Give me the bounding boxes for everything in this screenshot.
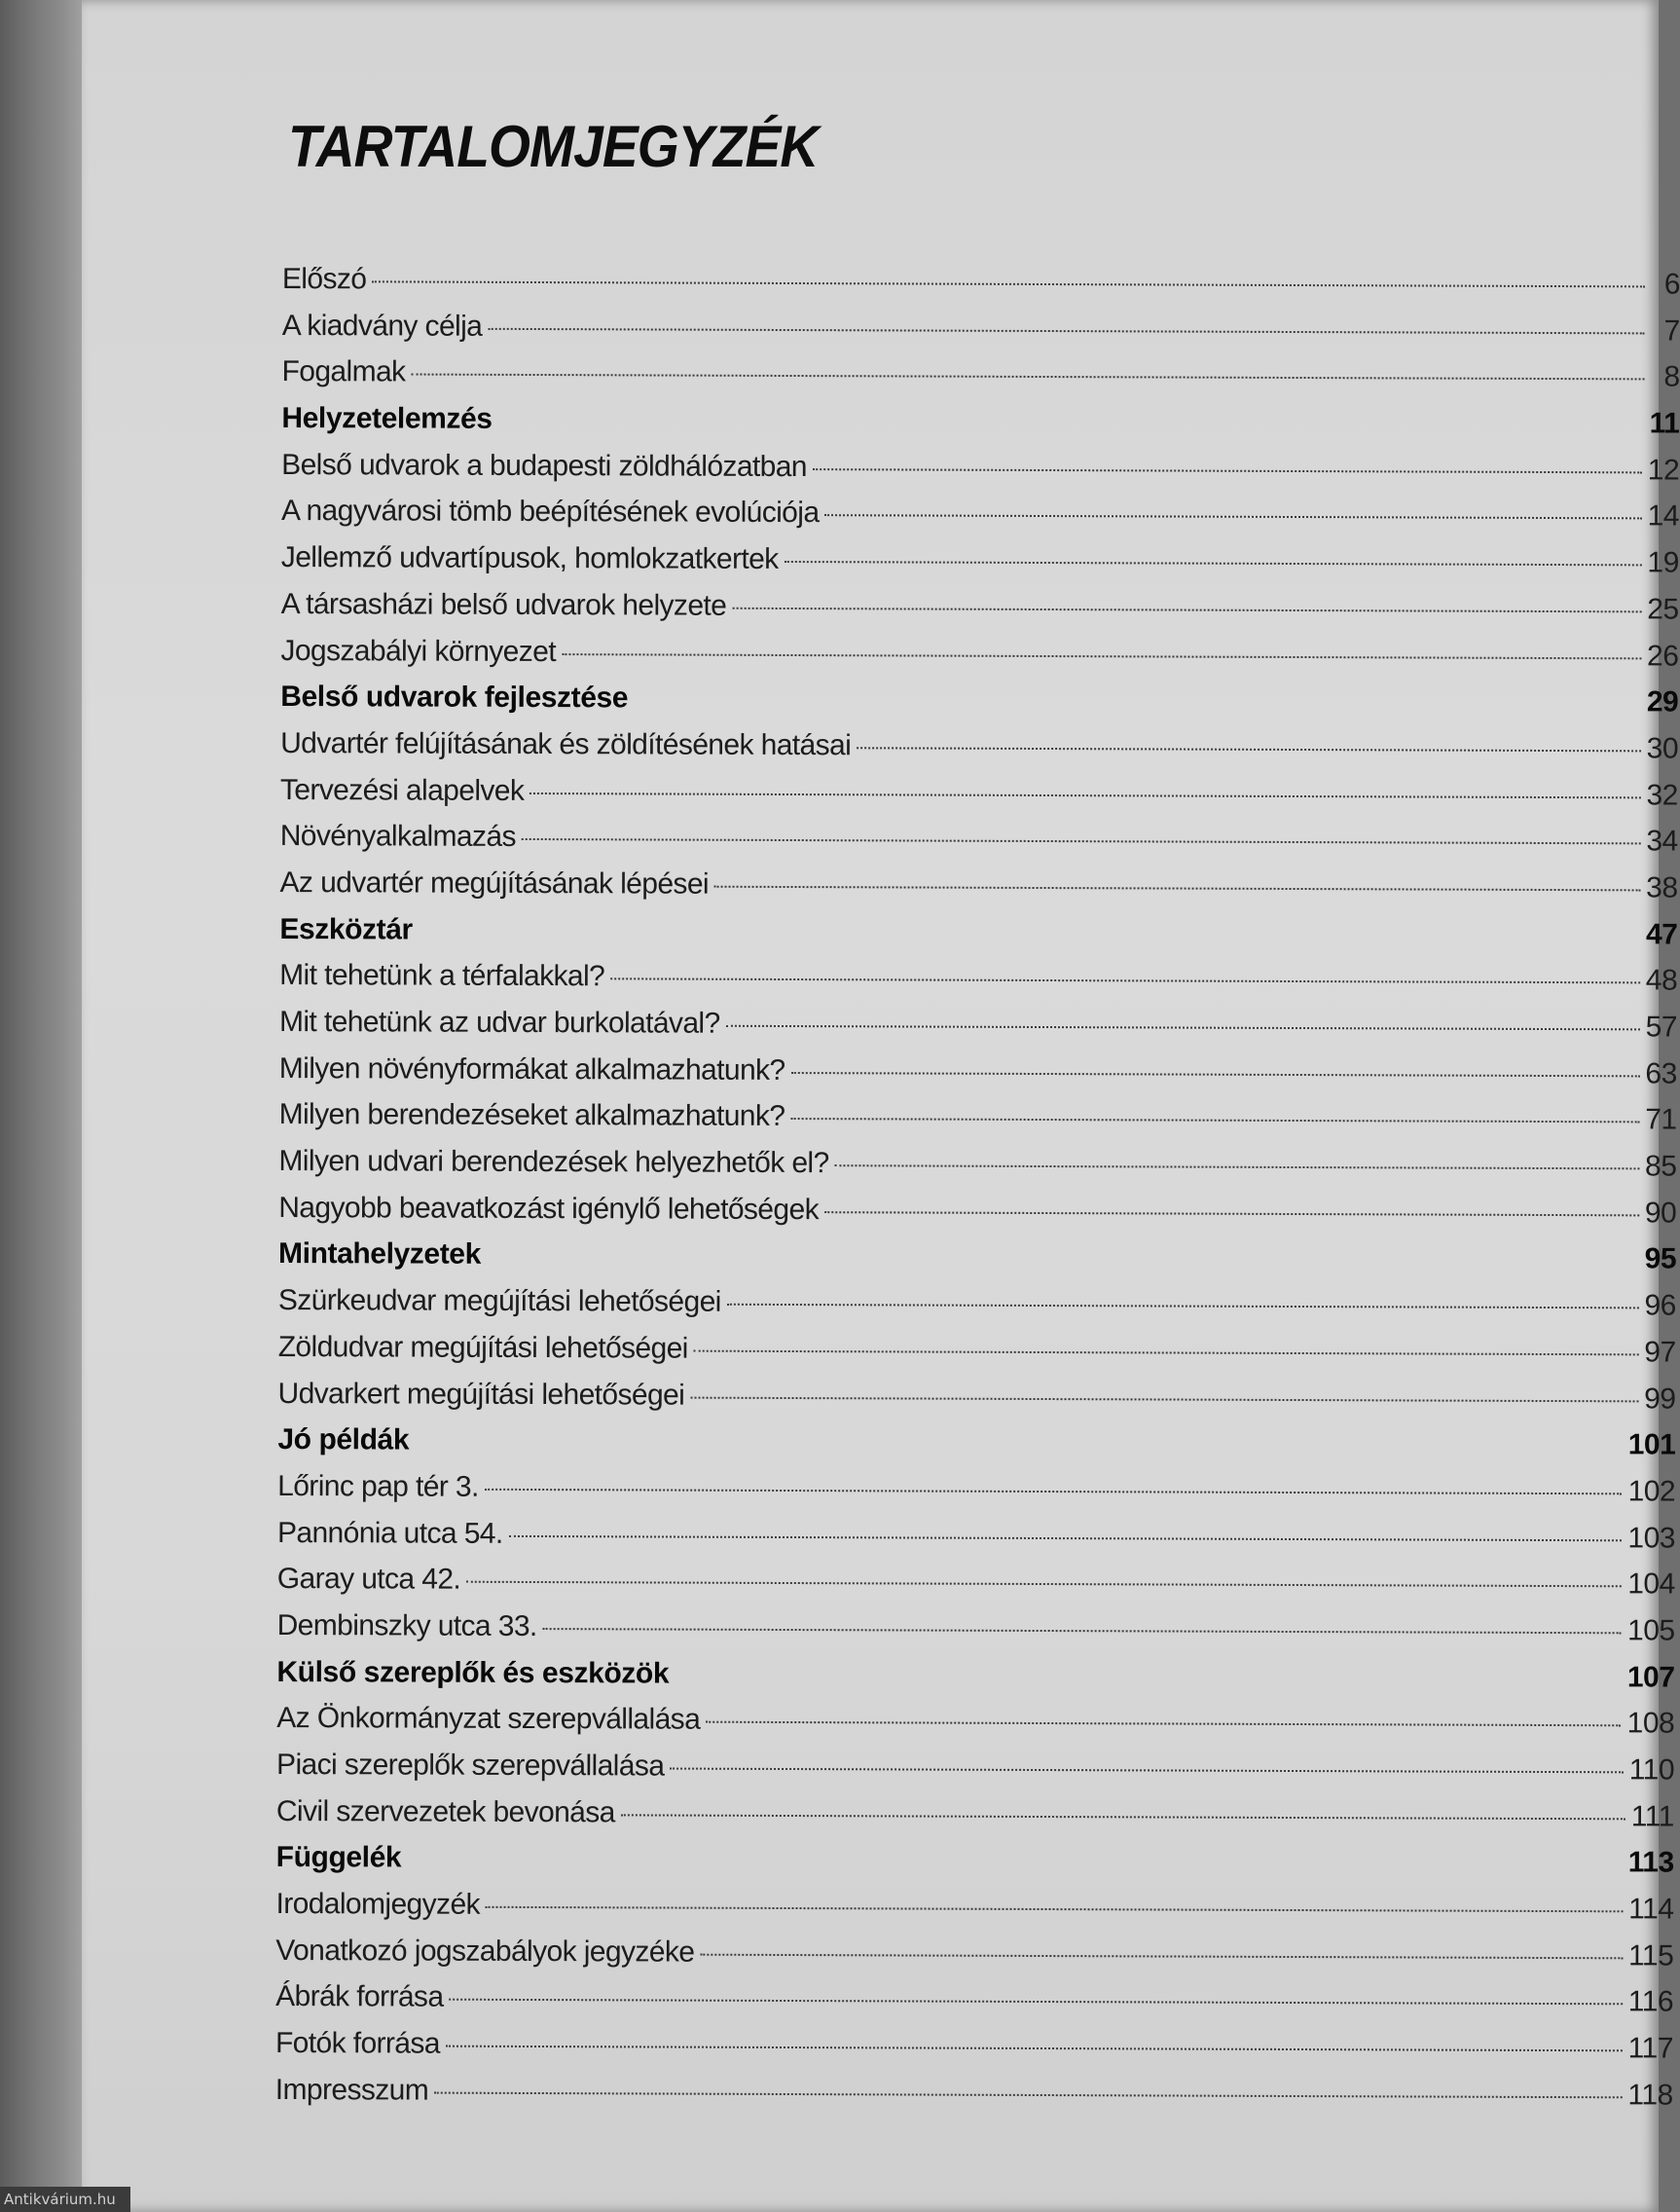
toc-dot-leader xyxy=(791,1072,1640,1077)
toc-page-number: 7 xyxy=(1663,314,1680,348)
toc-dot-leader xyxy=(824,515,1641,520)
toc-entry xyxy=(277,1377,1675,1428)
toc-page-number: 102 xyxy=(1627,1475,1676,1508)
toc-page-number: 48 xyxy=(1645,964,1678,997)
toc-entry-title: Helyzetelemzés xyxy=(281,402,493,435)
toc-dot-leader xyxy=(690,1396,1638,1402)
toc-entry xyxy=(278,1331,1676,1382)
toc-entry xyxy=(277,1609,1675,1661)
toc-page-number: 113 xyxy=(1627,1846,1674,1879)
toc-entry xyxy=(276,1749,1674,1800)
toc-page-number: 57 xyxy=(1645,1011,1678,1044)
toc-dot-leader xyxy=(857,747,1641,752)
toc-section-heading xyxy=(276,1656,1674,1708)
toc-entry xyxy=(278,1145,1676,1197)
toc-entry-title: Növényalkalmazás xyxy=(279,820,516,854)
toc-dot-leader xyxy=(562,653,1641,659)
toc-entry-title: Előszó xyxy=(281,263,367,296)
toc-page-number: 25 xyxy=(1647,593,1679,626)
watermark: Antikvárium.hu xyxy=(0,2187,130,2212)
toc-entry-title: Pannónia utca 54. xyxy=(276,1516,503,1550)
toc-entry xyxy=(277,1517,1675,1568)
toc-entry xyxy=(277,1470,1675,1522)
toc-dot-leader xyxy=(726,1025,1640,1031)
toc-dot-leader xyxy=(621,1814,1625,1820)
toc-entry-title: Garay utca 42. xyxy=(276,1563,461,1596)
toc-entry xyxy=(275,1888,1673,1939)
toc-entry-title: Lőrinc pap tér 3. xyxy=(277,1469,479,1503)
toc-page-number: 115 xyxy=(1627,1939,1674,1972)
toc-page-number: 6 xyxy=(1663,268,1680,301)
toc-entry-title: A kiadvány célja xyxy=(281,309,483,343)
toc-entry xyxy=(279,959,1677,1011)
toc-page-number: 103 xyxy=(1627,1521,1676,1555)
toc-entry-title: Ábrák forrása xyxy=(275,1980,444,2014)
toc-page-number: 118 xyxy=(1627,2079,1673,2112)
toc-dot-leader xyxy=(700,1953,1623,1959)
toc-entry xyxy=(282,310,1680,361)
toc-page-number: 116 xyxy=(1627,1985,1674,2018)
toc-entry xyxy=(280,727,1678,779)
toc-page-number: 34 xyxy=(1646,825,1678,858)
toc-entry-title: Külső szereplők és eszközök xyxy=(276,1655,670,1690)
toc-dot-leader xyxy=(466,1581,1622,1588)
toc-entry xyxy=(281,588,1679,640)
toc-dot-leader xyxy=(372,280,1645,287)
toc-dot-leader xyxy=(670,1768,1623,1774)
toc-entry-title: Fogalmak xyxy=(281,355,406,388)
toc-page-number: 26 xyxy=(1647,639,1679,673)
toc-section-heading xyxy=(279,913,1677,965)
toc-entry xyxy=(275,1935,1673,1986)
toc-spacer xyxy=(628,708,1647,712)
toc-dot-leader xyxy=(813,468,1642,473)
toc-entry-title: Jó példák xyxy=(277,1423,410,1456)
toc-dot-leader xyxy=(411,374,1644,381)
toc-spacer xyxy=(401,1867,1628,1872)
toc-spacer xyxy=(409,1450,1628,1455)
toc-entry-title: Az udvartér megújításának lépései xyxy=(279,866,710,901)
toc-entry xyxy=(281,355,1679,407)
toc-entry-title: Mintahelyzetek xyxy=(278,1237,481,1272)
toc-entry xyxy=(279,866,1677,918)
toc-dot-leader xyxy=(543,1628,1622,1634)
toc-entry xyxy=(279,1052,1677,1104)
toc-entry-title: Belső udvarok a budapesti zöldhálózatban xyxy=(281,448,807,483)
toc-page-number: 11 xyxy=(1649,407,1680,440)
toc-entry xyxy=(280,774,1678,826)
toc-page-number: 12 xyxy=(1647,454,1680,487)
table-of-contents xyxy=(275,263,1680,2125)
toc-page-number: 85 xyxy=(1645,1150,1677,1183)
toc-spacer xyxy=(669,1682,1627,1686)
toc-entry xyxy=(279,1098,1677,1150)
toc-dot-leader xyxy=(732,608,1641,613)
toc-page-number: 117 xyxy=(1627,2032,1674,2065)
toc-entry xyxy=(278,1284,1676,1336)
toc-page-number: 19 xyxy=(1647,546,1679,579)
toc-entry-title: A társasházi belső udvarok helyzete xyxy=(280,587,727,622)
toc-page-number: 30 xyxy=(1646,732,1679,765)
toc-page-number: 110 xyxy=(1628,1753,1675,1787)
toc-page-number: 104 xyxy=(1627,1567,1675,1601)
toc-page-number: 8 xyxy=(1663,360,1680,393)
toc-entry-title: Irodalomjegyzék xyxy=(275,1888,481,1921)
toc-dot-leader xyxy=(727,1304,1639,1309)
toc-entry-title: Nagyobb beavatkozást igénylő lehetőségek xyxy=(278,1191,820,1226)
toc-page-number: 95 xyxy=(1644,1242,1677,1275)
toc-entry xyxy=(277,1563,1675,1614)
toc-page-number: 96 xyxy=(1644,1289,1676,1322)
toc-section-heading xyxy=(280,681,1678,732)
toc-entry xyxy=(275,1980,1673,2032)
toc-dot-leader xyxy=(449,1999,1622,2006)
toc-entry-title: Udvarkert megújítási lehetőségei xyxy=(277,1377,685,1412)
toc-dot-leader xyxy=(522,838,1640,844)
toc-entry-title: Piaci szereplők szerepvállalása xyxy=(276,1748,665,1783)
toc-section-heading xyxy=(281,402,1679,454)
toc-entry-title: Zöldudvar megújítási lehetőségei xyxy=(277,1330,688,1365)
toc-page-number: 63 xyxy=(1645,1057,1677,1090)
toc-entry xyxy=(281,541,1679,593)
toc-page-number: 107 xyxy=(1626,1660,1675,1694)
toc-entry xyxy=(276,1702,1674,1753)
toc-spacer xyxy=(493,428,1650,433)
toc-entry xyxy=(281,449,1679,500)
toc-spacer xyxy=(481,1264,1645,1269)
toc-entry-title: Mit tehetünk az udvar burkolatával? xyxy=(278,1005,720,1040)
toc-entry xyxy=(279,1006,1677,1057)
toc-dot-leader xyxy=(486,1906,1623,1912)
book-spine-shadow xyxy=(0,0,90,2212)
page-title: TARTALOMJEGYZÉK xyxy=(288,114,819,179)
toc-dot-leader xyxy=(824,1211,1639,1216)
toc-dot-leader xyxy=(610,978,1640,984)
toc-dot-leader xyxy=(446,2046,1623,2052)
toc-page-number: 114 xyxy=(1628,1893,1674,1926)
toc-dot-leader xyxy=(485,1489,1623,1494)
toc-entry xyxy=(280,634,1678,685)
toc-entry-title: Milyen növényformákat alkalmazhatunk? xyxy=(278,1051,785,1087)
toc-entry xyxy=(280,820,1678,871)
toc-dot-leader xyxy=(785,561,1642,566)
toc-entry-title: Eszköztár xyxy=(279,912,413,946)
toc-entry xyxy=(282,263,1680,314)
toc-page-number: 111 xyxy=(1630,1800,1674,1833)
toc-entry-title: Belső udvarok fejlesztése xyxy=(280,681,629,715)
toc-entry-title: Függelék xyxy=(275,1841,402,1874)
toc-page-number: 32 xyxy=(1646,778,1678,812)
toc-page-number: 105 xyxy=(1626,1614,1675,1647)
toc-entry xyxy=(275,2074,1673,2125)
toc-dot-leader xyxy=(706,1721,1622,1727)
toc-entry-title: Milyen udvari berendezések helyezhetők el? xyxy=(278,1145,829,1180)
toc-entry-title: A nagyvárosi tömb beépítésének evolúciója xyxy=(280,495,820,530)
toc-entry xyxy=(281,495,1679,546)
toc-page-number: 97 xyxy=(1644,1336,1676,1369)
toc-section-heading xyxy=(277,1423,1675,1475)
toc-entry-title: Mit tehetünk a térfalakkal? xyxy=(279,959,605,993)
toc-dot-leader xyxy=(509,1534,1623,1540)
toc-section-heading xyxy=(276,1841,1674,1893)
toc-entry-title: Dembinszky utca 33. xyxy=(276,1608,537,1642)
toc-entry-title: Udvartér felújításának és zöldítésének hatásai xyxy=(280,726,852,762)
toc-entry xyxy=(275,2027,1673,2079)
toc-page-number: 38 xyxy=(1646,871,1678,904)
toc-page-number: 99 xyxy=(1644,1382,1676,1416)
toc-entry-title: Vonatkozó jogszabályok jegyzéke xyxy=(275,1934,695,1969)
toc-entry-title: Jellemző udvartípusok, homlokzatkertek xyxy=(280,541,779,576)
toc-entry-title: Jogszabályi környezet xyxy=(280,634,557,668)
toc-dot-leader xyxy=(434,2091,1622,2098)
toc-page-number: 101 xyxy=(1627,1428,1676,1461)
toc-dot-leader xyxy=(694,1349,1639,1355)
toc-entry xyxy=(276,1795,1674,1847)
toc-dot-leader xyxy=(835,1164,1639,1169)
toc-entry-title: Tervezési alapelvek xyxy=(279,773,525,807)
toc-page-number: 71 xyxy=(1645,1103,1677,1136)
toc-entry-title: Impresszum xyxy=(274,2073,429,2107)
toc-page-number: 14 xyxy=(1647,499,1680,533)
toc-dot-leader xyxy=(488,327,1644,334)
toc-entry-title: Milyen berendezéseket alkalmazhatunk? xyxy=(278,1098,785,1133)
toc-page-number: 108 xyxy=(1626,1707,1675,1740)
toc-dot-leader xyxy=(714,886,1640,892)
toc-entry xyxy=(278,1192,1676,1243)
toc-entry-title: Civil szervezetek bevonása xyxy=(275,1794,615,1829)
toc-page-number: 29 xyxy=(1646,685,1679,719)
book-page xyxy=(82,0,1680,2212)
toc-page-number: 90 xyxy=(1644,1197,1677,1230)
toc-entry-title: Szürkeudvar megújítási lehetőségei xyxy=(277,1284,721,1318)
toc-dot-leader xyxy=(790,1118,1639,1123)
toc-entry-title: Az Önkormányzat szerepvállalása xyxy=(276,1702,701,1736)
toc-entry-title: Fotók forrása xyxy=(274,2027,440,2060)
toc-spacer xyxy=(413,939,1646,943)
toc-section-heading xyxy=(278,1237,1676,1289)
toc-dot-leader xyxy=(530,793,1640,798)
toc-page-number: 47 xyxy=(1645,918,1678,951)
